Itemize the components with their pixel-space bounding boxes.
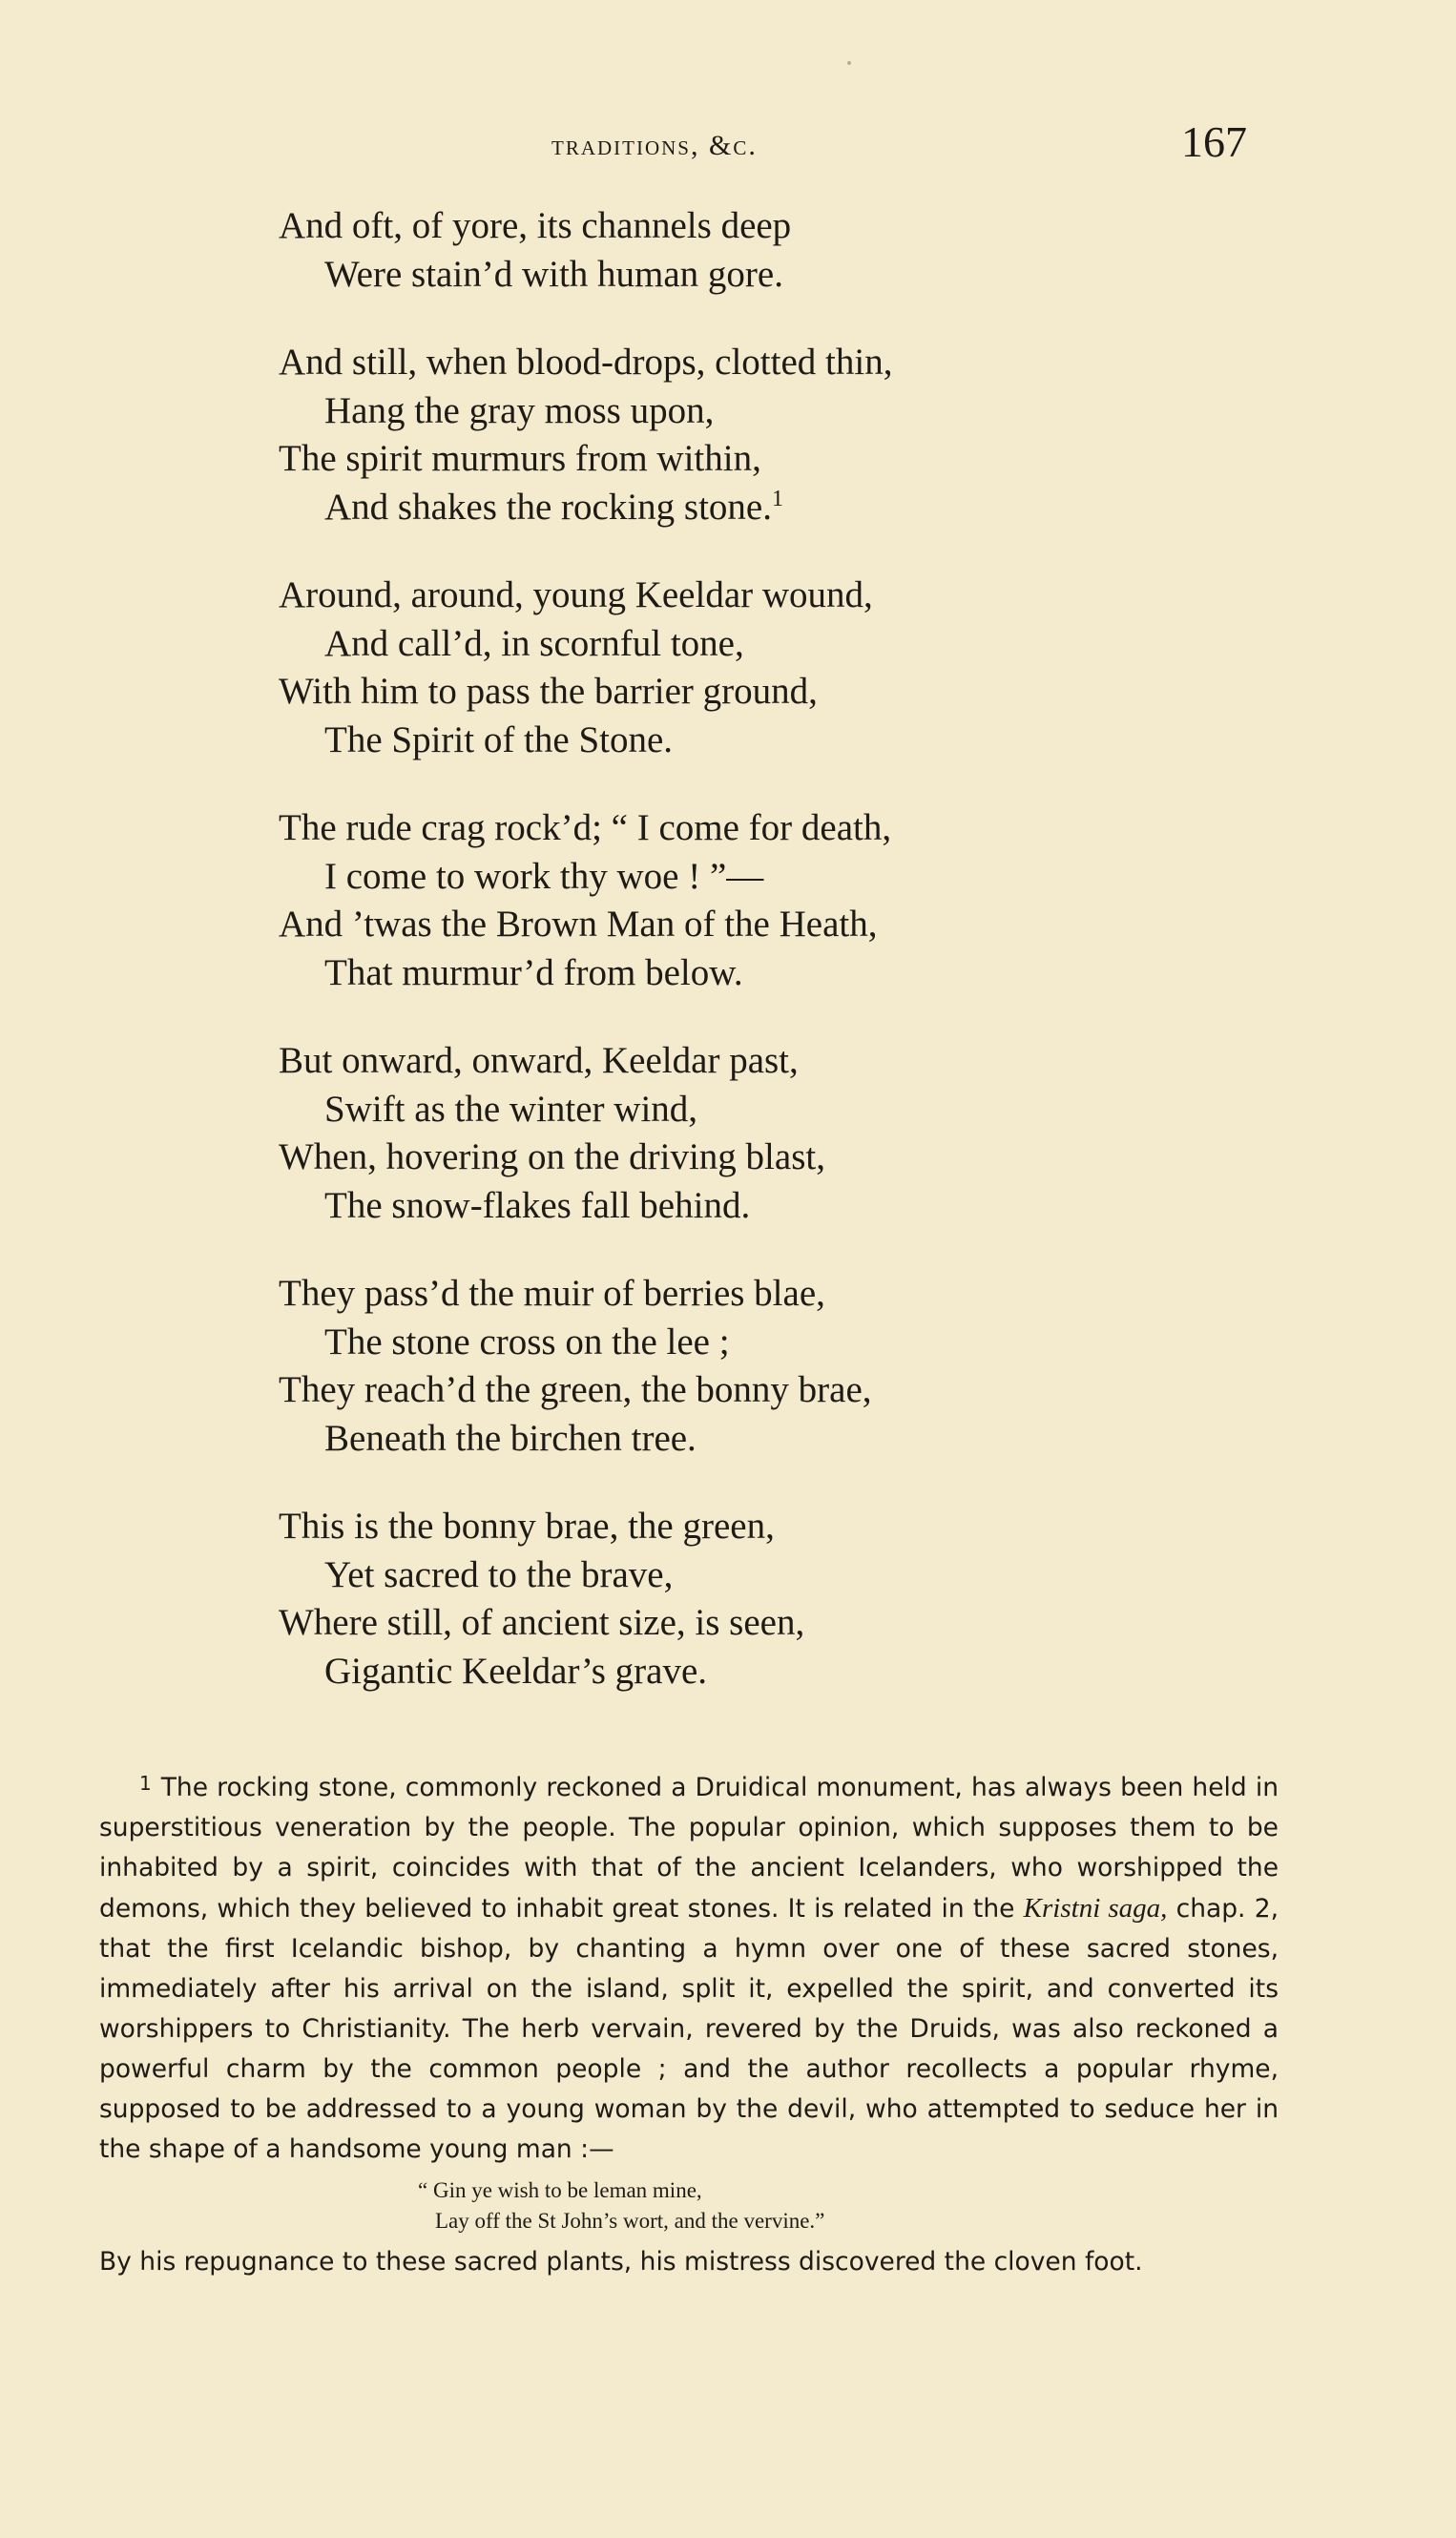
- poem-line: The snow-flakes fall behind.: [324, 1184, 751, 1226]
- stanza-1: [279, 202, 1233, 299]
- poem-line: And call’d, in scornful tone,: [324, 622, 744, 664]
- page-number: 167: [1181, 117, 1247, 166]
- poem-line: Gigantic Keeldar’s grave.: [324, 1650, 708, 1692]
- stanza-6: [279, 1270, 1233, 1463]
- stanza-4: [279, 804, 1233, 997]
- rhyme-line: “ Gin ye wish to be leman mine,: [418, 2178, 702, 2202]
- poem-line: Where still, of ancient size, is seen,: [279, 1602, 805, 1643]
- footnote-text-1: The rocking stone, commonly reckoned a Druidical monument, has always been held in superstitious veneration by the people. The popular opinion, which supposes them to be inhabited by a spirit, coincides with that of the ancient Icelanders, who worshipped the demons, which they believed to inhabit great stones. It is related in the: [99, 1773, 1279, 1924]
- rhyme-line: Lay off the St John’s wort, and the vervine.”: [435, 2209, 825, 2233]
- poem-line: Around, around, young Keeldar wound,: [279, 574, 873, 615]
- poem-line: And oft, of yore, its channels deep: [279, 205, 792, 246]
- page-header: [0, 116, 1456, 174]
- poem-line: I come to work thy woe ! ”—: [324, 855, 764, 897]
- running-head: traditions, &c.: [551, 130, 758, 161]
- poem-line: Were stain’d with human gore.: [324, 253, 783, 295]
- stanza-3: [279, 572, 1233, 764]
- footnote-text-2: chap. 2, that the first Icelandic bishop, by chanting a hymn over one of these sacred stones, immediately after his arrival on the island, split it, expelled the spirit, and converted its worshippers to Christianity. The herb vervain, revered by the Druids, was also reckoned a powerful charm by the common people ; and the author recollects a popular rhyme, supposed to be addressed to a young woman by the devil, who attempted to seduce her in the shape of a handsome young man :—: [99, 1894, 1279, 2164]
- poem: [279, 202, 1233, 1736]
- footnote: [99, 1763, 1279, 2282]
- poem-line-text: And shakes the rocking stone.: [324, 486, 772, 528]
- stanza-7: [279, 1503, 1233, 1695]
- poem-line: And ’twas the Brown Man of the Heath,: [279, 904, 878, 945]
- poem-line: This is the bonny brae, the green,: [279, 1506, 775, 1547]
- footnote-paragraph: [99, 1763, 1279, 2170]
- page-speck: [847, 61, 851, 65]
- poem-line: And still, when blood-drops, clotted thin,: [279, 342, 893, 383]
- stanza-5: [279, 1037, 1233, 1230]
- poem-line: That murmur’d from below.: [324, 951, 743, 993]
- poem-line: Yet sacred to the brave,: [324, 1553, 674, 1595]
- poem-line: Hang the gray moss upon,: [324, 389, 715, 431]
- poem-line: But onward, onward, Keeldar past,: [279, 1040, 799, 1081]
- poem-line: Swift as the winter wind,: [324, 1088, 698, 1130]
- poem-line: The stone cross on the lee ;: [324, 1321, 730, 1363]
- footnote-rhyme: [99, 2175, 1279, 2236]
- poem-line: The rude crag rock’d; “ I come for death,: [279, 807, 892, 848]
- poem-line: They pass’d the muir of berries blae,: [279, 1273, 825, 1314]
- poem-line: The Spirit of the Stone.: [324, 718, 674, 760]
- footnote-marker: 1: [139, 1772, 152, 1795]
- poem-line: The spirit murmurs from within,: [279, 438, 761, 479]
- poem-line: With him to pass the barrier ground,: [279, 671, 818, 712]
- poem-line: Beneath the birchen tree.: [324, 1417, 697, 1459]
- footnote-conclusion: By his repugnance to these sacred plants, his mistress discovered the cloven foot.: [99, 2247, 1143, 2277]
- footnote-italic-title: Kristni saga,: [1023, 1893, 1168, 1924]
- footnote-reference: 1: [772, 486, 783, 511]
- poem-line: When, hovering on the driving blast,: [279, 1136, 825, 1177]
- stanza-2: [279, 339, 1233, 531]
- poem-line: They reach’d the green, the bonny brae,: [279, 1369, 872, 1410]
- poem-line-with-footnote: [279, 484, 1233, 532]
